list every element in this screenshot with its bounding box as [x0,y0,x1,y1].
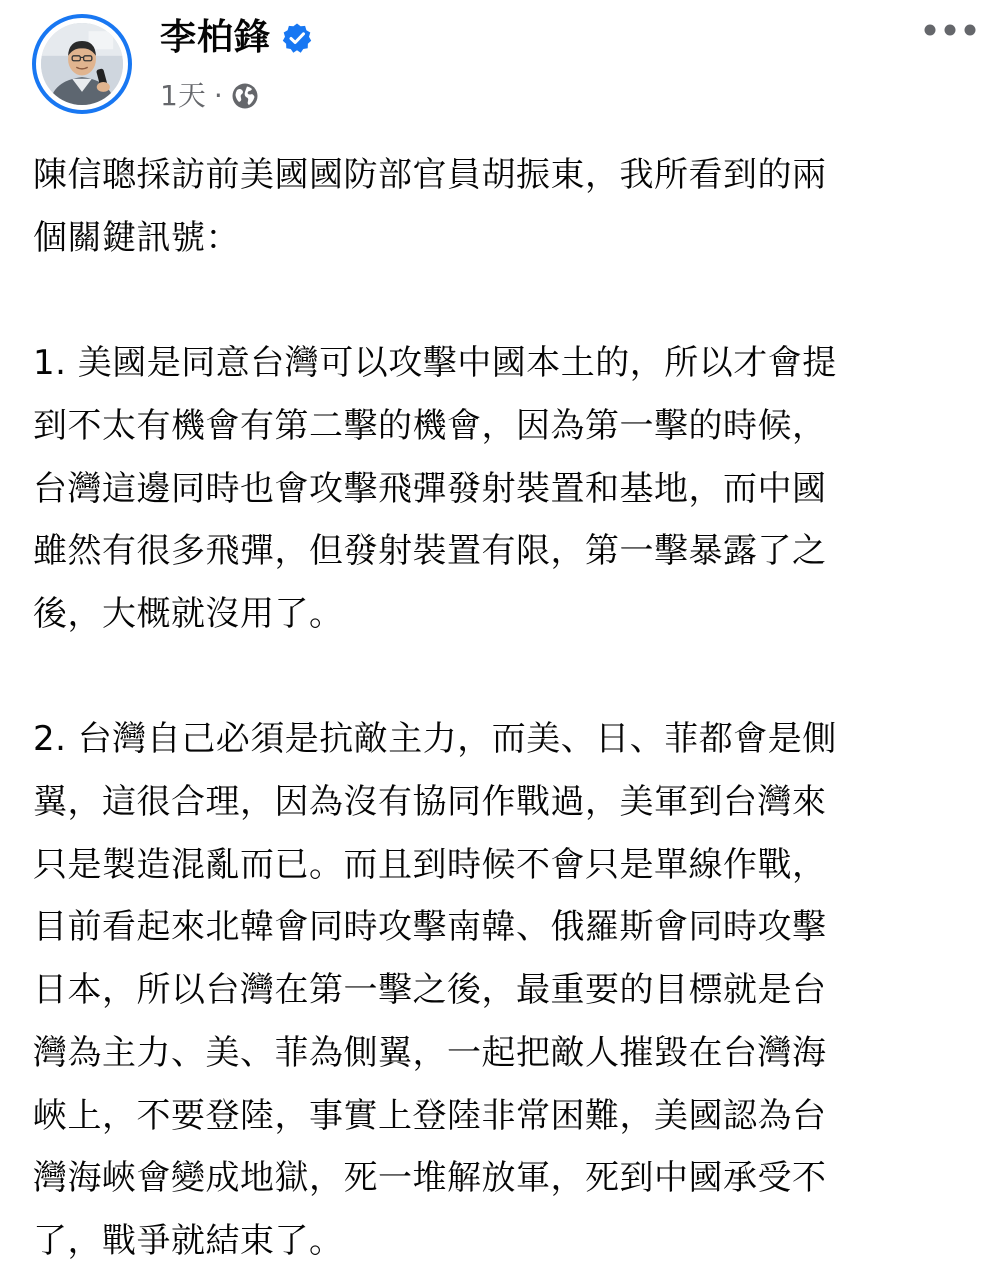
post-body-text: 陳信聰採訪前美國國防部官員胡振東，我所看到的兩 個關鍵訊號： 1. 美國是同意台灣可以攻擊中國本土的，所以才會提 到不太有機會有第二擊的機會，因為第一擊的時候， 台灣這邊同時也會攻擊飛彈發射裝置和基地，而中國 雖然有很多飛彈，但發射裝置有限，第一擊暴露了之 後，大概就沒用了。 2. 台灣自己必須是抗敵主力，而美、日、菲都會是側 翼，這很合理，因為沒有協同作戰過，美軍到台灣來 只是製造混亂而已。而且到時候不會只是單線作戰， 目前看起來北韓會同時攻擊南韓、俄羅斯會同時攻擊 日本，所以台灣在第一擊之後，最重要的目標就是台 灣為主力、美、菲為側翼，一起把敵人摧毀在台灣海 峽上，不要登陸，事實上登陸非常困難，美國認為台 灣海峽會變成地獄，死一堆解放軍，死到中國承受不 了，戰爭就結束了。 [33,155,837,1261]
globe-icon[interactable] [231,82,259,110]
post-header [0,0,1002,130]
more-options-icon [922,23,978,37]
verified-badge-icon [281,22,313,54]
author-name[interactable]: 李柏鋒 [160,17,272,58]
post-meta [160,76,259,116]
avatar-photo [41,23,123,105]
post-timestamp[interactable]: 1天 [160,79,206,112]
meta-separator: · [213,79,223,112]
author-avatar[interactable] [32,14,132,114]
avatar-photo-icon [41,23,123,105]
author-name-row [160,14,313,62]
more-options-button[interactable] [920,12,980,48]
